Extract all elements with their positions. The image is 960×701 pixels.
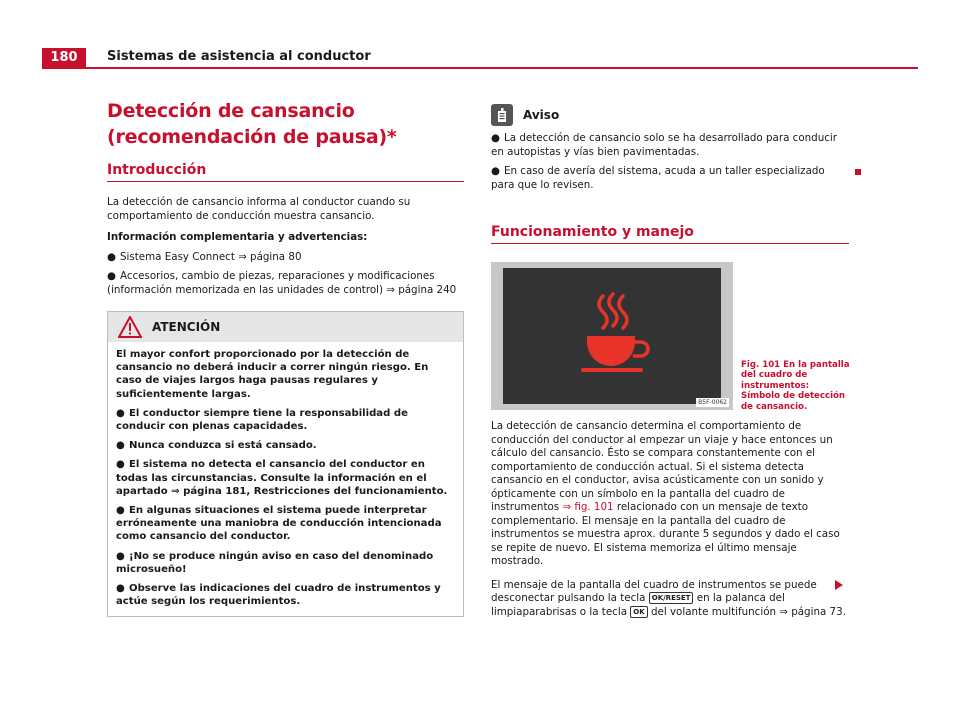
- figure: [491, 262, 849, 412]
- bullet-icon: ●: [116, 550, 125, 562]
- paragraph-desconectar: [491, 579, 849, 620]
- warning-title: ATENCIÓN: [152, 320, 221, 334]
- right-column: [491, 104, 849, 619]
- warning-header: [108, 312, 463, 342]
- instrument-display: [503, 268, 721, 404]
- coffee-cup-icon: [503, 268, 721, 404]
- paragraph-text: en la palanca del limpiaparabrisas o la tecla: [491, 592, 785, 618]
- list-item-text: Accesorios, cambio de piezas, reparaciones y modificaciones (información memorizada en las unidades de control) ⇒ página 240: [107, 270, 457, 296]
- warning-item-text: Observe las indicaciones del cuadro de instrumentos y actúe según los requerimientos.: [116, 583, 441, 608]
- note-header: [491, 104, 849, 126]
- note-item: [491, 165, 849, 192]
- figure-code: B5F-0062: [698, 399, 727, 406]
- warning-body: [108, 342, 463, 616]
- warning-item-text: El sistema no detecta el cansancio del conductor en todas las circunstancias. Consulte la información en el apartado ⇒ página 181, Restricciones del funcionamiento.: [116, 459, 448, 497]
- warning-triangle-icon: [118, 316, 142, 338]
- paragraph-text: La detección de cansancio determina el comportamiento de conducción del conductor al empezar un viaje y hace entonces un cálculo del cansancio. Ésto se compara constantemente con el comportamiento de conducción actual. Si el sistema detecta cansancio en el conductor, avisa acústicamente con un sonido y ópticamente con un símbolo en la pantalla del cuadro de instrumentos: [491, 420, 833, 513]
- warning-item-text: El conductor siempre tiene la responsabilidad de conducir con plenas capacidades.: [116, 407, 408, 433]
- warning-item: [116, 407, 455, 433]
- ok-reset-key-icon: OK/RESET: [649, 592, 694, 604]
- page-title: Detección de cansancio (recomendación de pausa)*: [107, 100, 397, 148]
- section-title-funcionamiento: Funcionamiento y manejo: [491, 224, 849, 244]
- end-marker-icon: [855, 169, 861, 175]
- bullet-icon: ●: [116, 583, 125, 595]
- note-item-text: En caso de avería del sistema, acuda a un taller especializado para que lo revisen.: [491, 165, 825, 191]
- intro-paragraph: La detección de cansancio informa al conductor cuando su comportamiento de conducción muestra cansancio.: [107, 196, 411, 222]
- info-label: Información complementaria y advertencias:: [107, 231, 368, 243]
- note-title: Aviso: [523, 108, 560, 122]
- left-column: [107, 98, 464, 617]
- figure-link[interactable]: ⇒ fig. 101: [562, 501, 614, 513]
- figure-caption: Fig. 101 En la pantalla del cuadro de instrumentos: Símbolo de detección de cansancio.: [741, 360, 850, 412]
- bullet-icon: ●: [116, 407, 125, 419]
- list-item: [107, 270, 464, 297]
- bullet-icon: ●: [107, 270, 116, 282]
- warning-intro: El mayor confort proporcionado por la detección de cansancio no deberá inducir a correr ningún riesgo. En caso de viajes largos haga pausas regulares y suficientemente largas.: [116, 349, 429, 400]
- warning-item: [116, 439, 455, 452]
- header-rule: [42, 67, 918, 69]
- warning-item: [116, 458, 455, 498]
- paragraph-funcionamiento: [491, 420, 849, 569]
- list-item-text: Sistema Easy Connect ⇒ página 80: [120, 250, 302, 263]
- bullet-icon: ●: [491, 165, 500, 177]
- bullet-icon: ●: [107, 250, 116, 263]
- continue-arrow-icon: [835, 580, 843, 590]
- warning-item: [116, 582, 455, 608]
- paragraph-text: relacionado con un mensaje de texto complementario. El mensaje en la pantalla del cuadro de instrumentos se muestra aprox. durante 5 segundos y dado el caso se repite de nuevo. El sistema memoriza el último mensaje mostrado.: [491, 501, 840, 567]
- warning-item-text: En algunas situaciones el sistema puede interpretar erróneamente una maniobra de conducción intencionada como cansancio del conductor.: [116, 505, 442, 543]
- warning-item: [116, 550, 455, 576]
- paragraph-text: del volante multifunción ⇒ página 73.: [650, 605, 846, 618]
- note-item: [491, 132, 849, 159]
- paragraph-text: El mensaje de la pantalla del cuadro de instrumentos se puede desconectar pulsando la tecla: [491, 578, 817, 604]
- warning-item-text: Nunca conduzca si está cansado.: [129, 440, 317, 452]
- bullet-icon: ●: [116, 505, 125, 517]
- bullet-icon: ●: [491, 132, 500, 144]
- section-title-introduccion: Introducción: [107, 162, 464, 182]
- chapter-title: Sistemas de asistencia al conductor: [107, 49, 371, 64]
- bullet-icon: ●: [116, 440, 125, 452]
- warning-box: [107, 311, 464, 617]
- warning-item: [116, 504, 455, 544]
- bullet-icon: ●: [116, 459, 125, 471]
- figure-image: [491, 262, 733, 410]
- note-item-text: La detección de cansancio solo se ha desarrollado para conducir en autopistas y vías bien pavimentadas.: [491, 132, 837, 158]
- warning-item-text: ¡No se produce ningún aviso en caso del denominado microsueño!: [116, 550, 434, 575]
- list-item: [107, 251, 464, 265]
- ok-key-icon: OK: [630, 606, 647, 618]
- info-icon: [491, 104, 513, 126]
- page-number: 180: [42, 48, 86, 67]
